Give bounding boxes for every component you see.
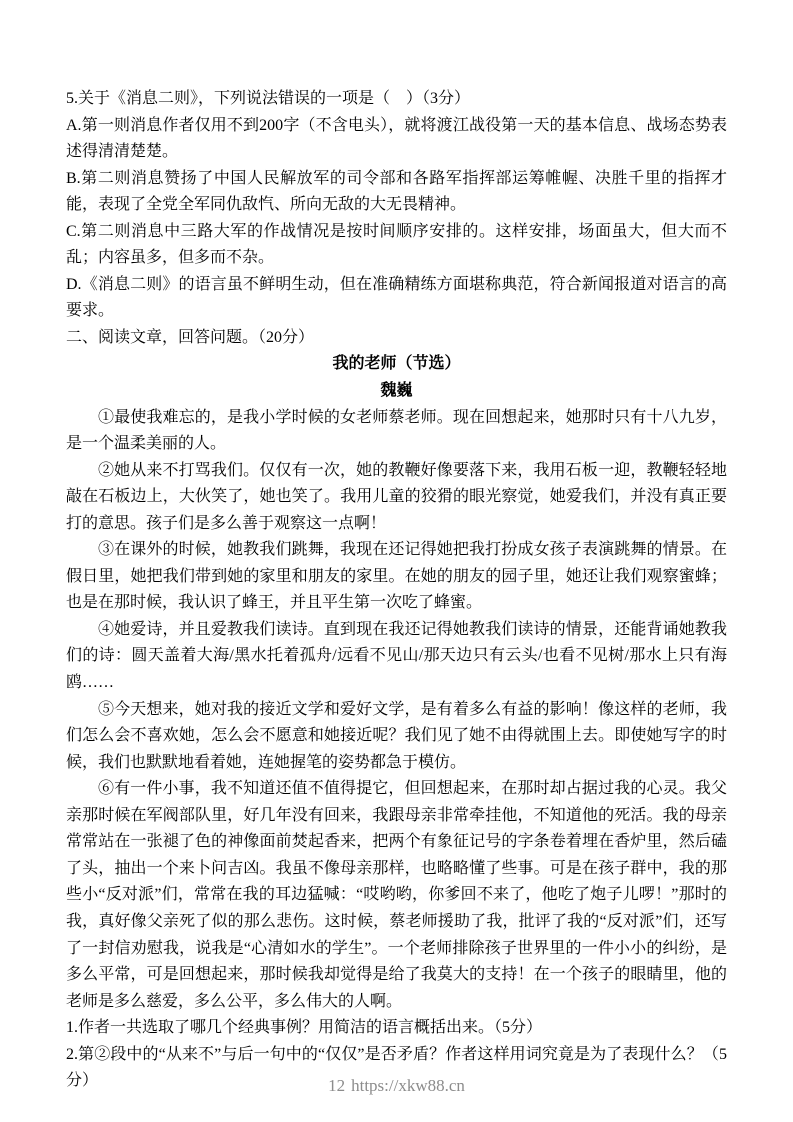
passage-paragraph-2: ②她从来不打骂我们。仅仅有一次，她的教鞭好像要落下来，我用石板一迎，教鞭轻轻地敲在石板边上，大伙笑了，她也笑了。我用儿童的狡猾的眼光察觉，她爱我们，并没有真正要打的意思。孩子们是多么善于观察这一点啊！ — [66, 461, 727, 532]
passage-title: 我的老师（节选） — [332, 355, 461, 373]
question5-option-c: C.第二则消息中三路大军的作战情况是按时间顺序安排的。这样安排，场面虽大，但大而不乱；内容虽多，但多而不杂。 — [66, 222, 727, 267]
passage-paragraph-3: ③在课外的时候，她教我们跳舞，我现在还记得她把我打扮成女孩子表演跳舞的情景。在假日里，她把我们带到她的家里和朋友的家里。在她的朋友的园子里，她还让我们观察蜜蜂；也是在那时候，我认识了蜂王，并且平生第一次吃了蜂蜜。 — [66, 541, 727, 612]
page-footer — [0, 1076, 793, 1096]
passage-author: 魏巍 — [380, 382, 413, 400]
watermark-url: https://xkw88.cn — [351, 1076, 465, 1095]
question5-option-a: A.第一则消息作者仅用不到200字（不含电头），就将渡江战役第一天的基本信息、战场态势表述得清清楚楚。 — [66, 116, 727, 161]
passage-paragraph-5: ⑤今天想来，她对我的接近文学和爱好文学，是有着多么有益的影响！像这样的老师，我们怎么会不喜欢她，怎么会不愿意和她接近呢？我们见了她不由得就围上去。即使她写字的时候，我们也默默地看着她，连她握笔的姿势都急于模仿。 — [66, 700, 727, 771]
page-number: 12 — [328, 1076, 346, 1095]
passage-paragraph-1: ①最使我难忘的，是我小学时候的女老师蔡老师。现在回想起来，她那时只有十八九岁，是一个温柔美丽的人。 — [66, 408, 727, 453]
question5-option-b: B.第二则消息赞扬了中国人民解放军的司令部和各路军指挥部运筹帷幄、决胜千里的指挥才能，表现了全党全军同仇敌忾、所向无敌的大无畏精神。 — [66, 169, 727, 214]
exam-content — [66, 86, 727, 1095]
passage-paragraph-4: ④她爱诗，并且爱教我们读诗。直到现在我还记得她教我们读诗的情景，还能背诵她教我们的诗：圆天盖着大海/黑水托着孤舟/远看不见山/那天边只有云头/也看不见树/那水上只有海鸥…… — [66, 620, 727, 692]
reading-question-1: 1.作者一共选取了哪几个经典事例？用简洁的语言概括出来。（5分） — [66, 1019, 543, 1037]
question5-stem: 5.关于《消息二则》，下列说法错误的一项是（ ）（3分） — [66, 90, 471, 107]
reading-question-2: 2.第②段中的“从来不”与后一句中的“仅仅”是否矛盾？作者这样用词究竟是为了表现什么？（5分） — [66, 1045, 727, 1090]
question5-option-d: D.《消息二则》的语言虽不鲜明生动，但在准确精练方面堪称典范，符合新闻报道对语言的高要求。 — [66, 275, 727, 320]
section-two-header: 二、阅读文章，回答问题。（20分） — [66, 328, 315, 346]
passage-paragraph-6: ⑥有一件小事，我不知道还值不值得提它，但回想起来，在那时却占据过我的心灵。我父亲那时候在军阀部队里，好几年没有回来，我跟母亲非常牵挂他，不知道他的死活。我的母亲常常站在一张褪了色的神像面前焚起香来，把两个有象征记号的字条卷着埋在香炉里，然后磕了头，抽出一个来卜问吉凶。我虽不像母亲那样，也略略懂了些事。可是在孩子群中，我的那些小“反对派”们，常常在我的耳边猛喊：“哎哟哟，你爹回不来了，他吃了炮子儿啰！”那时的我，真好像父亲死了似的那么悲伤。这时候，蔡老师援助了我，批评了我的“反对派”们，还写了一封信劝慰我，说我是“心清如水的学生”。一个老师排除孩子世界里的一件小小的纠纷，是多么平常，可是回想起来，那时候我却觉得是给了我莫大的支持！在一个孩子的眼睛里，他的老师是多么慈爱，多么公平，多么伟大的人啊。 — [66, 780, 727, 1010]
